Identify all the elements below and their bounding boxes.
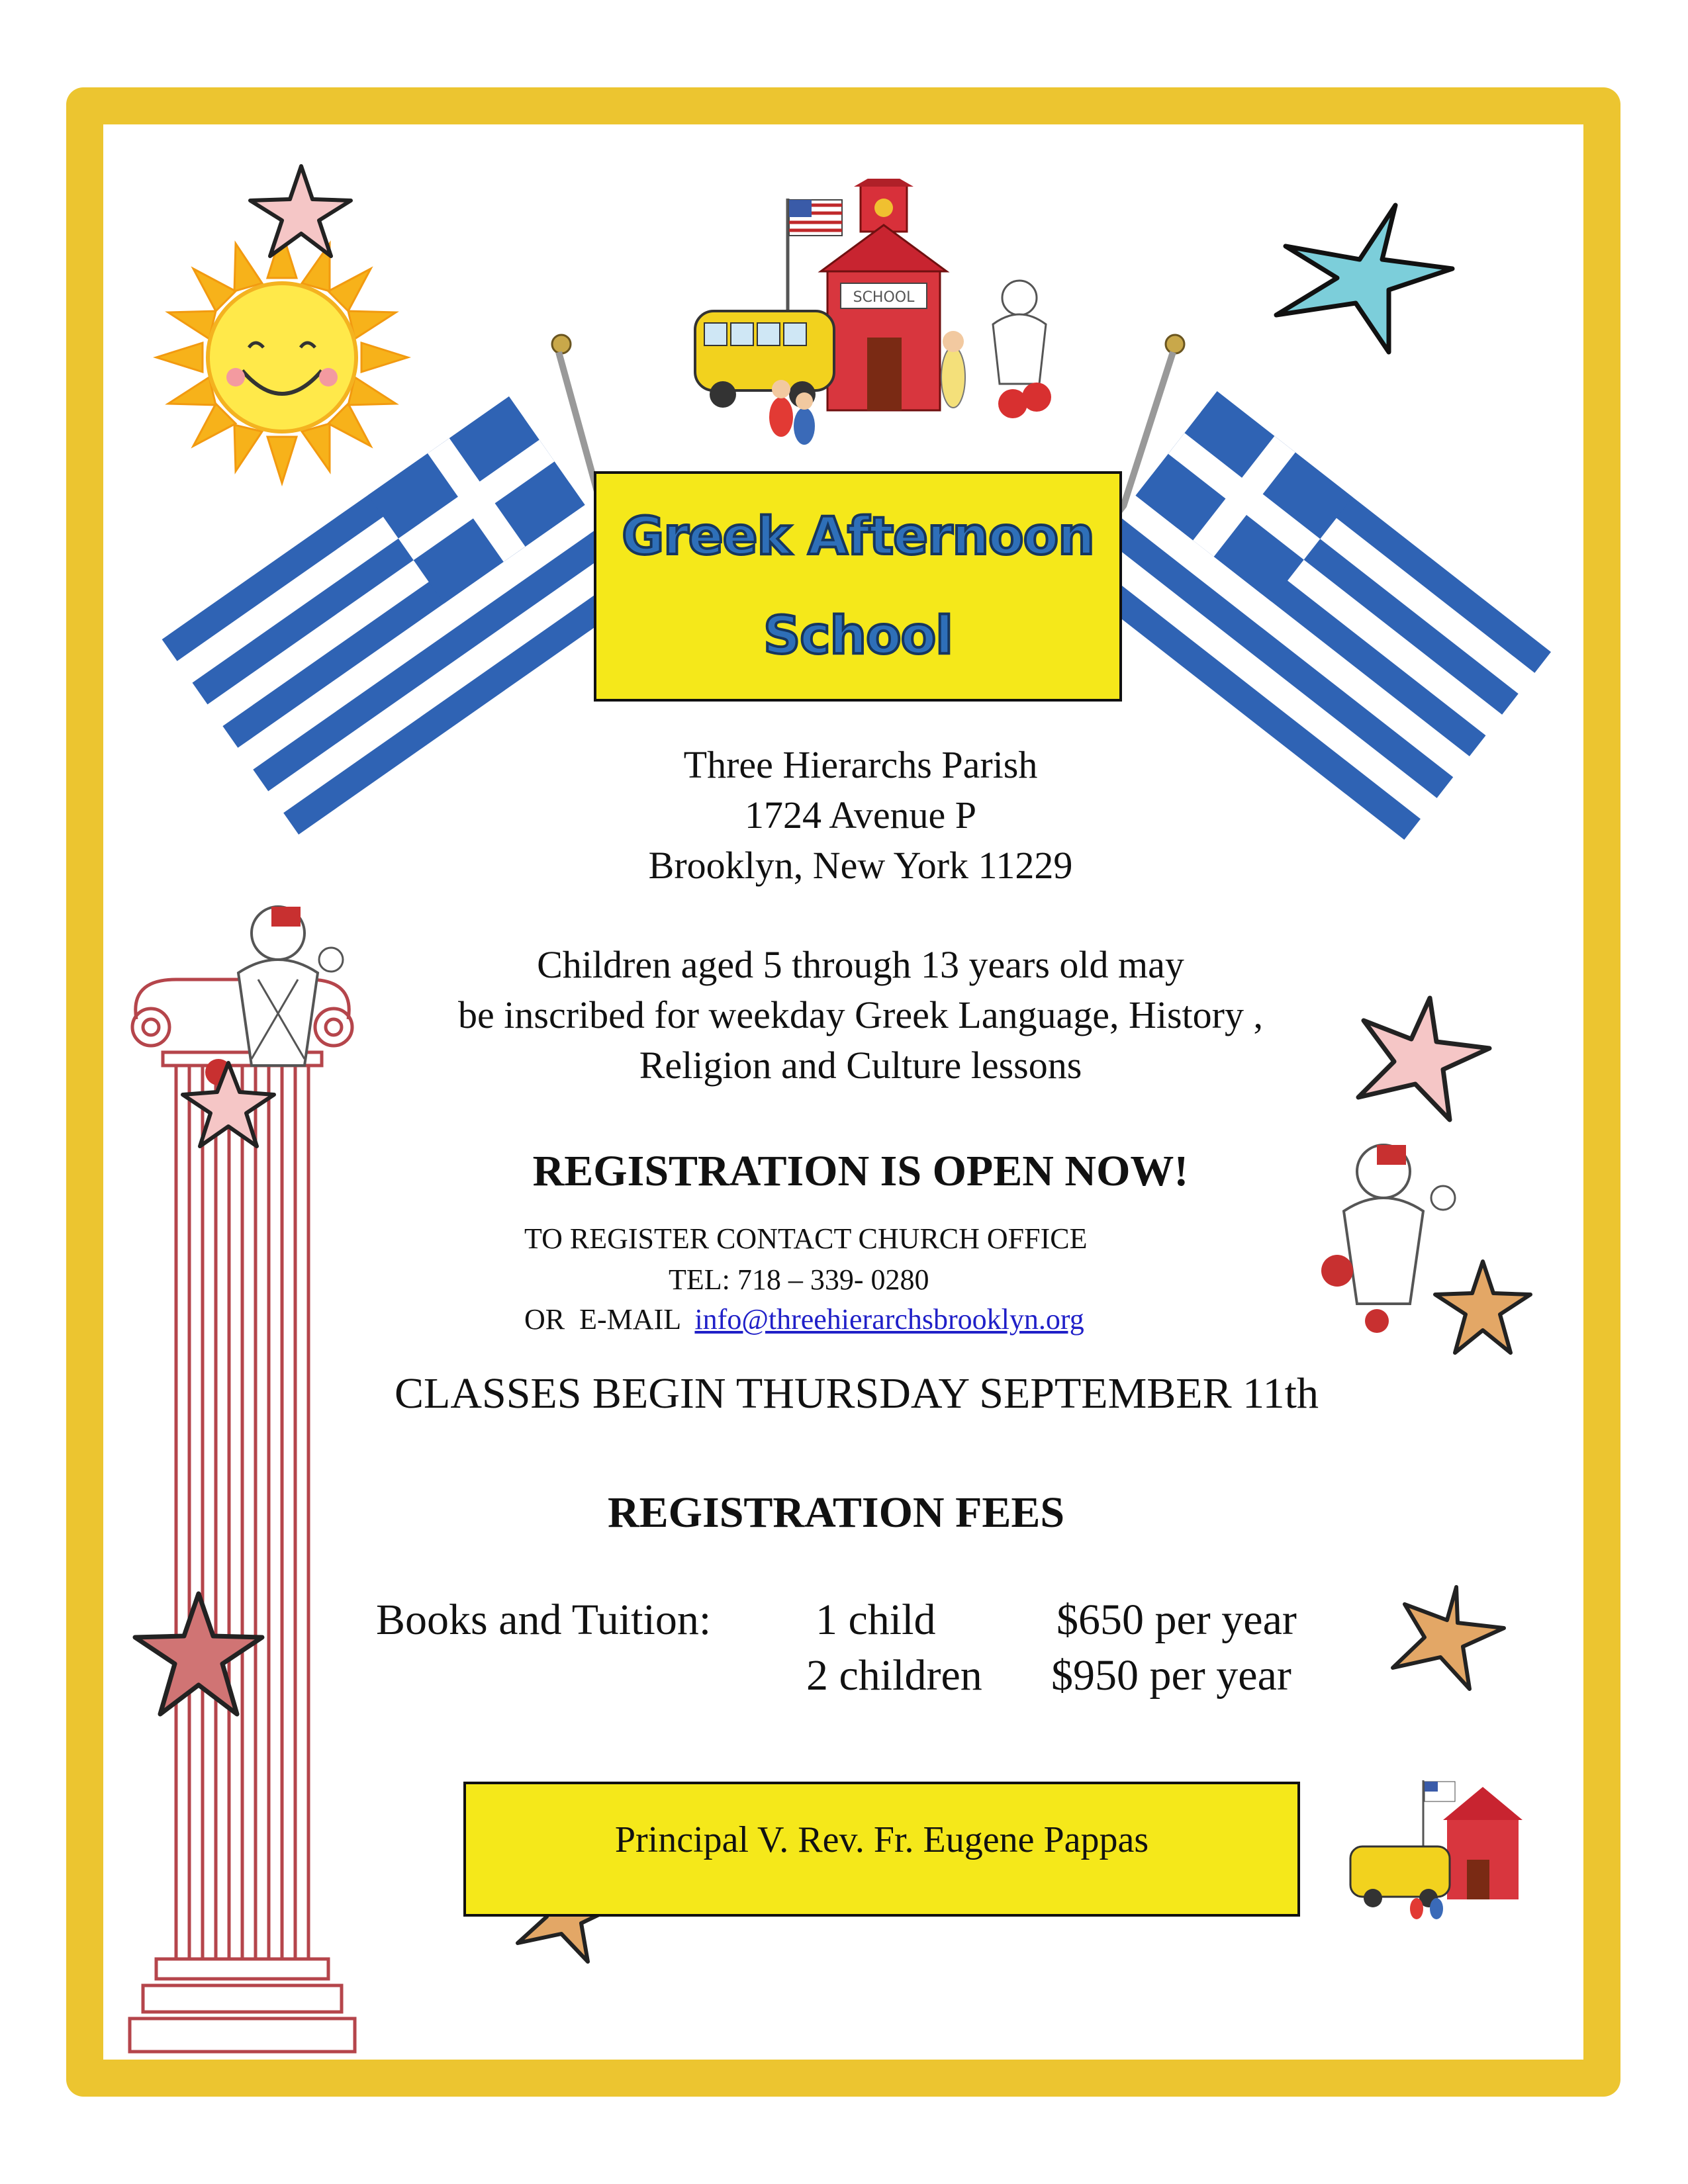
fee-price-2: $950 per year xyxy=(1051,1651,1291,1700)
orange-star-icon xyxy=(1430,1257,1536,1357)
schoolhouse-illustration xyxy=(662,179,1086,463)
red-star-icon xyxy=(126,1588,271,1721)
email-link[interactable]: info@threehierarchsbrooklyn.org xyxy=(694,1303,1084,1336)
phone-number: TEL: 718 – 339- 0280 xyxy=(669,1263,929,1296)
description-line-2: be inscribed for weekday Greek Language, History , xyxy=(458,993,1263,1036)
title-box xyxy=(594,471,1122,702)
title-line-2: School xyxy=(763,606,953,666)
fee-count-1: 1 child xyxy=(816,1596,936,1644)
fees-label: Books and Tuition: xyxy=(376,1596,712,1644)
email-line xyxy=(524,1302,1084,1336)
description-line-3: Religion and Culture lessons xyxy=(639,1044,1082,1087)
fee-count-2: 2 children xyxy=(806,1651,982,1700)
title-line-1: Greek Afternoon xyxy=(622,507,1094,567)
pink-star-icon xyxy=(245,162,357,261)
classes-begin: CLASSES BEGIN THURSDAY SEPTEMBER 11th xyxy=(395,1369,1319,1418)
description xyxy=(331,940,1390,1091)
principal-name: Principal V. Rev. Fr. Eugene Pappas xyxy=(614,1819,1149,1860)
school-sign: SCHOOL xyxy=(853,289,915,306)
description-line-1: Children aged 5 through 13 years old may xyxy=(537,943,1184,986)
city-address: Brooklyn, New York 11229 xyxy=(648,844,1073,887)
registration-headline: REGISTRATION IS OPEN NOW! xyxy=(532,1147,1189,1195)
fee-price-1: $650 per year xyxy=(1056,1596,1297,1644)
fees-heading: REGISTRATION FEES xyxy=(608,1488,1065,1537)
schoolhouse-small-illustration xyxy=(1344,1767,1556,1919)
principal-box xyxy=(463,1782,1300,1917)
parish-name: Three Hierarchs Parish xyxy=(683,743,1038,786)
contact-line: TO REGISTER CONTACT CHURCH OFFICE xyxy=(524,1222,1088,1255)
orange-star-icon xyxy=(1383,1582,1509,1694)
pink-star-icon xyxy=(179,1059,278,1152)
email-prefix: OR E-MAIL xyxy=(524,1303,680,1336)
parish-address xyxy=(331,740,1390,891)
street-address: 1724 Avenue P xyxy=(744,794,977,837)
